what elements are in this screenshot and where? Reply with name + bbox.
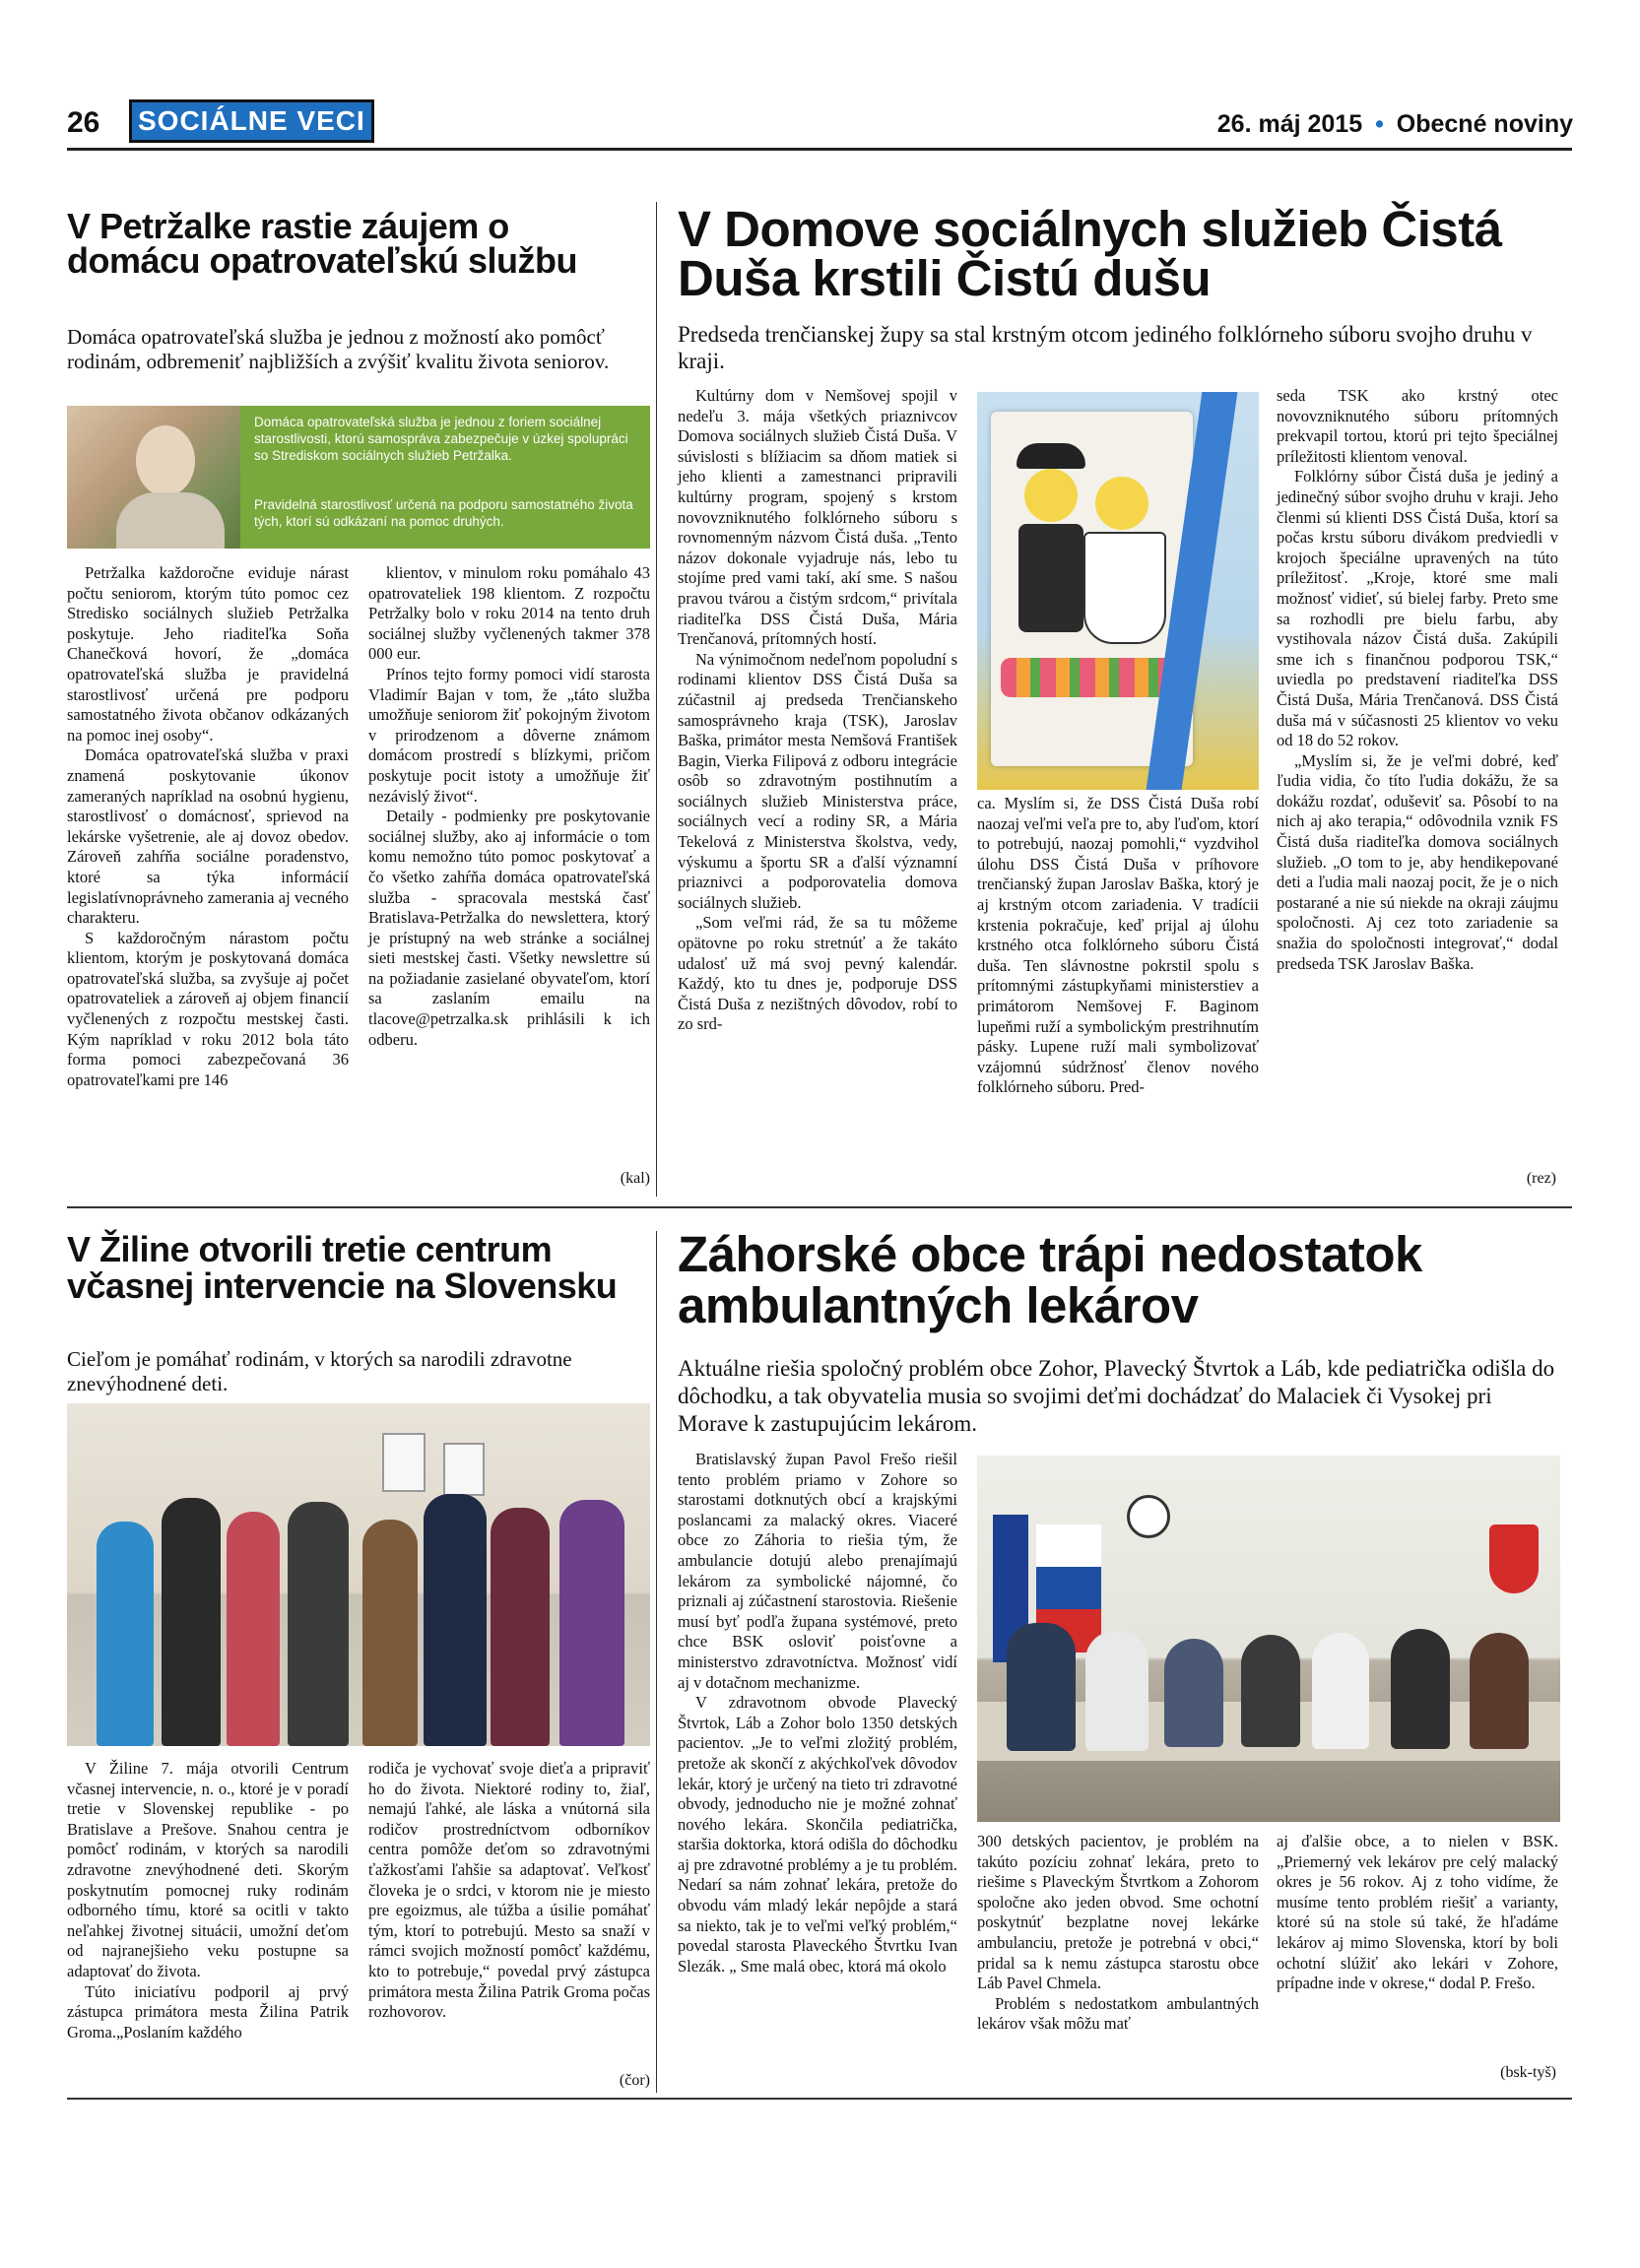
paragraph: V Žiline 7. mája otvorili Centrum včasnej intervencie, n. o., ktoré je v poradí tretie v Slovenskej republike - po Bratislave a Prešove. Snahou centra je pomôcť rodinám, v ktorých sa narodili zdravotne znevýhodnené deti. Skorým poskytnutím pomocnej ruky rodinám odborného tímu, ktoré sa ocitli v takto neľahkej životnej situácii, umožní deťom od najranejšieho veku postupne sa adaptovať do života. — [67, 1759, 349, 1980]
column-divider-bottom — [656, 1231, 657, 2093]
bullet: • — [1375, 110, 1384, 138]
person-silhouette — [97, 1522, 154, 1746]
issue-date: 26. máj 2015 — [1216, 110, 1363, 138]
article-2-column-2 — [977, 794, 1259, 1098]
article-3-signature: (čor) — [619, 2072, 650, 2089]
paragraph: seda TSK ako krstný otec novovzniknutého súboru prítomných prekvapil tortou, ktorú pri tejto špeciálnej príležitosti klientom venoval. — [1277, 386, 1558, 466]
person-silhouette — [288, 1502, 349, 1746]
person-silhouette — [1241, 1635, 1300, 1747]
person-silhouette — [1164, 1639, 1223, 1747]
section-label: SOCIÁLNE VECI — [132, 102, 371, 140]
paragraph: Folklórny súbor Čistá duša je jediný a jedinečný súbor svojho druhu v kraji. Jeho členmi sú klienti DSS Čistá Duša, ktorí sa počas krstu súboru divákom predviedli v krojoch špeciálne upravených na túto príležitosť. „Kroje, ktoré sme mali možnosť vidieť, sú bielej farby. Preto sme sa rozhodli pre bielu farbu, aby vystihovala názov Čistá duša. Zakúpili sme ich s finančnou podporou TSK,“ uviedla po predstavení riaditeľka DSS Čistá Duša, Mária Trenčanová. DSS Čistá duša má v súčasnosti 25 klientov vo veku od 18 do 52 rokov. — [1277, 467, 1558, 750]
paragraph: Petržalka každoročne eviduje nárast počtu seniorom, ktorým túto pomoc cez Stredisko sociálnych služieb Petržalka poskytuje. Jeho riaditeľka Soňa Chanečková hovorí, že „domáca opatrovateľská služba je pravidelná starostlivosť určená pre podporu samostatného života občanov odkázaných na pomoc inej osoby“. — [67, 563, 349, 745]
article-4-column-3 — [1277, 1832, 1558, 1994]
paragraph: V zdravotnom obvode Plavecký Štvrtok, Láb a Zohor bolo 1350 detských pacientov. „Je to veľmi zložitý problém, pretože ak skončí z akýchkoľvek dôvodov lekár, ktorý je určený na tieto tri zdravotné obvody, jednoducho nie je možné zohnať nového lekára. Skončila pediatrička, staršia doktorka, ktorá odišla do dôchodku aj pre zdravotné problémy a je tu problém. Nedarí sa nám zohnať lekára, pretože do obvodu vám mladý lekár nepôjde a stará sa niekto, tak je to veľmi veľký problém,“ povedal starosta Plaveckého Štvrtku Ivan Slezák. „ Sme malá obec, ktorá má okolo — [678, 1693, 957, 1976]
article-1-photo — [67, 406, 650, 549]
coat-of-arms — [1489, 1524, 1539, 1593]
paragraph: klientov, v minulom roku pomáhalo 43 opatrovateliek 198 klientom. Z rozpočtu Petržalky bolo v roku 2014 na tento druh sociálnej služby vyčlenených takmer 378 000 eur. — [368, 563, 650, 664]
paragraph: aj ďalšie obce, a to nielen v BSK. „Priemerný vek lekárov pre celý malacký okres je 56 rokov. Aj z toho vidíme, že musíme tento problém riešiť a varianty, ktoré sú na stole sú také, že hľadáme lekárov aj mimo Slovenska, ktorí by boli ochotní slúžiť ako lekári v Zohore, prípadne inde v okrese,“ dodal P. Frešo. — [1277, 1832, 1558, 1993]
header-rule — [67, 148, 1572, 151]
page-number: 26 — [67, 106, 100, 139]
article-2-column-1 — [678, 386, 957, 1035]
boy-figure-body — [1018, 524, 1083, 632]
article-3-column-2 — [368, 1759, 650, 2023]
portrait-head-shape — [136, 425, 195, 496]
paragraph: Kultúrny dom v Nemšovej spojil v nedeľu 3. mája všetkých priaznivcov Domova sociálnych služieb Čistá Duša. V súvislosti s blížiacim sa dňom matiek si jeho klienti a zamestnanci pripravili kultúrny program, spojený s krstom novovzniknutého folklórneho súboru s rovnomenným názvom Čistá duša. „Tento názov dokonale vyjadruje nás, lebo tu stojíme pred vami takí, akí sme. S našou pravou tvárou a čistým srdcom,“ privítala riaditeľka DSS Čistá Duša, Mária Trenčanová, prítomných hostí. — [678, 386, 957, 649]
article-4-signature: (bsk-tyš) — [1500, 2064, 1556, 2081]
girl-figure-dress — [1083, 532, 1166, 644]
paragraph: rodiča je vychovať svoje dieťa a pripraviť ho do života. Niektoré rodiny to, žiaľ, nemajú ľahké, ale láska a vnútorná sila rodičov prostredníctvom odborníkov centra pomôže deťom so zdravotnými ťažkosťami ľahšie sa adaptovať. Veľkosť človeka je o srdci, v ktorom nie je miesto pre egoizmus, ale túžba a úsilie pomáhať tým, ktorí to potrebujú. Mesto sa snaží v rámci svojich možností pomôcť každému, kto to potrebuje,“ povedal prvý zástupca primátora mesta Žilina Patrik Groma počas rozhovorov. — [368, 1759, 650, 2022]
paragraph: S každoročným nárastom počtu klientom, ktorým je poskytovaná domáca opatrovateľská služba, sa zvyšuje aj počet opatrovateliek a zároveň aj objem financií vyčlenených z rozpočtu mestskej časti. Kým napríklad v roku 2012 bola táto forma pomoci zabezpečovaná 36 opatrovateľkami pre 146 — [67, 928, 349, 1089]
paragraph: Túto iniciatívu podporil aj prvý zástupca primátora mesta Žilina Patrik Groma.„Poslaním každého — [67, 1981, 349, 2041]
article-1-photo-caption-2: Pravidelná starostlivosť určená na podporu samostatného života tých, ktorí sú odkázaní na pomoc druhých. — [254, 497, 633, 529]
senior-photo — [67, 406, 240, 549]
horizontal-rule-bottom — [67, 2098, 1572, 2100]
paragraph: Detaily - podmienky pre poskytovanie sociálnej služby, ako aj informácie o tom komu nemožno túto pomoc poskytovať a čo všetko zahŕňa domáca opatrovateľská služba - spracovala mestská časť Bratislava-Petržalka do newslettera, ktorý je prístupný na web stránke a sociálnej sieti mestskej časti. Všetky newslettre sú na požiadanie zasielané obyvateľom, ktorí sa zaslaním emailu na tlacove@petrzalka.sk prihlásili k ich odberu. — [368, 807, 650, 1049]
boy-figure-face — [1024, 469, 1078, 522]
paragraph: Problém s nedostatkom ambulantných lekárov však môžu mať — [977, 1993, 1259, 2034]
paper-name: Obecné noviny — [1396, 110, 1573, 138]
wall-picture — [443, 1443, 485, 1496]
article-4-column-2 — [977, 1832, 1259, 2035]
paragraph: ca. Myslím si, že DSS Čistá Duša robí naozaj veľmi veľa pre to, aby ľuďom, ktorí to potrebujú, naozaj pomohli,“ vyzdvihol úlohu DSS Čistá Duša v príhovore trenčianský župan Jaroslav Baška, ktorý je aj krstným otcom zariadenia. V tradícii krstenia pokračuje, keď prijal aj úlohu krstného otca folklórneho súboru Čistá duša. Ten slávnostne pokrstil spolu s prítomnými zástupkyňami ministerstiev a primátorom Nemšovej F. Baginom lupeňmi ruží a symbolickým prestrihnutím pásky. Lupene ruží mali symbolizovať vzájomnú súdržnosť členov nového folklórneho súboru. Pred- — [977, 794, 1259, 1097]
article-2-lead: Predseda trenčianskej župy sa stal krstným otcom jediného folklórneho súboru svojho druhu v kraji. — [678, 322, 1533, 373]
article-3-column-1 — [67, 1759, 349, 2042]
issue-info — [1217, 110, 1573, 139]
portrait-body-shape — [116, 492, 225, 549]
paragraph: „Myslím si, že je veľmi dobré, keď ľudia vidia, čo títo ľudia dokážu, že sa dokážu rozdať, oduševiť sa. Pôsobí to na nich aj ako terapia,“ odôvodnila vznik FS Čistá duša riaditeľka domova sociálnych služieb. „O tom to je, aby hendikepované deti a ľudia mali naozaj pocit, že je o nich postarané a nie sú niekde na okraji záujmu spoločnosti. Aj cez toto zariadenie sa snažia do spoločnosti integrovať,“ dodal predseda TSK Jaroslav Baška. — [1277, 750, 1558, 973]
person-silhouette — [1470, 1633, 1529, 1749]
article-2-column-3 — [1277, 386, 1558, 974]
girl-figure-face — [1095, 477, 1148, 530]
article-4-column-1 — [678, 1450, 957, 1976]
person-silhouette — [424, 1494, 487, 1746]
article-1-column-1 — [67, 563, 349, 1090]
article-1-signature: (kal) — [620, 1170, 650, 1187]
wall-picture — [382, 1433, 426, 1492]
article-1-column-2 — [368, 563, 650, 1050]
article-4-photo — [977, 1456, 1560, 1822]
paragraph: „Som veľmi rád, že sa tu môžeme opätovne po roku stretnúť a že takáto udalosť už má svoj pevný kalendár. Každý, kto tu dnes je, podporuje DSS Čistá Duša z nezištných dôvodov, robí to zo srd- — [678, 913, 957, 1034]
person-silhouette — [227, 1512, 280, 1746]
article-2-signature: (rez) — [1526, 1170, 1556, 1187]
paragraph: Domáca opatrovateľská služba v praxi znamená poskytovanie úkonov zameraných napríklad na osobnú hygienu, starostlivosť o domácnosť, sprievod na lekárske vyšetrenie, ale aj dovoz obedov. Zároveň zahŕňa sociálne poradenstvo, ktoré sa týka informácií legislatívnoprávneho zamerania aj vecného charakteru. — [67, 745, 349, 928]
person-silhouette — [1312, 1633, 1369, 1749]
paragraph: Na výnimočnom nedeľnom popoludní s rodinami klientov DSS Čistá Duša sa zúčastnil aj predseda Trenčianskeho samosprávneho kraja (TSK), Jaroslav Baška, primátor mesta Nemšová František Bagin, Vierka Filipová z odboru integrácie osôb so zdravotným postihnutím a sociálnych služieb Ministerstva práce, sociálnych vecí a rodiny SR, a Mária Tekelová z Ministerstva školstva, vedy, výskumu a športu SR a ďalší významní priaznivci a podporovatelia domova sociálnych služieb. — [678, 649, 957, 912]
person-silhouette — [491, 1508, 550, 1746]
horizontal-rule-middle — [67, 1206, 1572, 1208]
article-1-title: V Petržalke rastie záujem o domácu opatrovateľskú službu — [67, 206, 577, 281]
article-1-lead: Domáca opatrovateľská služba je jednou z možností ako pomôcť rodinám, odbremeniť najbližších a zvýšiť kvalitu života seniorov. — [67, 325, 610, 373]
person-silhouette — [362, 1520, 418, 1746]
article-4-title: Záhorské obce trápi nedostatok ambulantných lekárov — [678, 1226, 1422, 1333]
wall-clock — [1127, 1495, 1170, 1538]
person-silhouette — [162, 1498, 221, 1746]
article-2-photo — [977, 392, 1259, 790]
person-silhouette — [559, 1500, 624, 1746]
article-3-title: V Žiline otvorili tretie centrum včasnej intervencie na Slovensku — [67, 1229, 618, 1306]
article-1-photo-caption-1: Domáca opatrovateľská služba je jednou z foriem sociálnej starostlivosti, ktorú samospráva zabezpečuje v úzkej spolupráci so Strediskom sociálnych služieb Petržalka. — [254, 415, 628, 463]
column-divider-top — [656, 202, 657, 1197]
paragraph: Bratislavský župan Pavol Frešo riešil tento problém priamo v Zohore so starostami dotknutých obcí a krajskými poslancami za malacký okres. Viaceré obce zo Záhoria to riešia tým, že ambulancie dotujú alebo prenajímajú lekárom za symbolické nájomné, čo priznali aj zúčastnení starostovia. Riešenie musí byť podľa župana systémové, preto chce BSK osloviť poisťovne a ministerstvo zdravotníctva. Možnosť vidí aj v dotačnom mechanizme. — [678, 1450, 957, 1692]
person-silhouette — [1007, 1623, 1076, 1751]
article-3-photo — [67, 1403, 650, 1746]
paragraph: 300 detských pacientov, je problém na takúto pozíciu zohnať lekára, preto to riešime s Plaveckým Štvrtkom a Zohorom spoločne ako jeden obvod. Sme ochotní poskytnúť bezplatne novej lekárke ambulanciu, pretože je potrebná v obci,“ pridal sa k nemu zástupca starostu obce Láb Pavel Chmela. — [977, 1832, 1259, 1993]
boy-figure-hat — [1017, 443, 1085, 469]
person-silhouette — [1085, 1631, 1148, 1751]
article-4-lead: Aktuálne riešia spoločný problém obce Zohor, Plavecký Štvrtok a Láb, kde pediatrička odišla do dôchodku, a tak obyvatelia musia so svojimi deťmi dochádzať do Malaciek či Vysokej pri Morave k zastupujúcim lekárom. — [678, 1356, 1555, 1436]
article-3-lead: Cieľom je pomáhať rodinám, v ktorých sa narodili zdravotne znevýhodnené deti. — [67, 1347, 572, 1395]
person-silhouette — [1391, 1629, 1450, 1749]
article-2-title: V Domove sociálnych služieb Čistá Duša krstili Čistú dušu — [678, 201, 1502, 306]
paragraph: Prínos tejto formy pomoci vidí starosta Vladimír Bajan v tom, že „táto služba umožňuje seniorom žiť pokojným životom v prirodzenom a dôverne známom domácom prostredí s blízkymi, pričom poskytuje pocit istoty a umožňuje žiť nezávislý život“. — [368, 664, 650, 806]
